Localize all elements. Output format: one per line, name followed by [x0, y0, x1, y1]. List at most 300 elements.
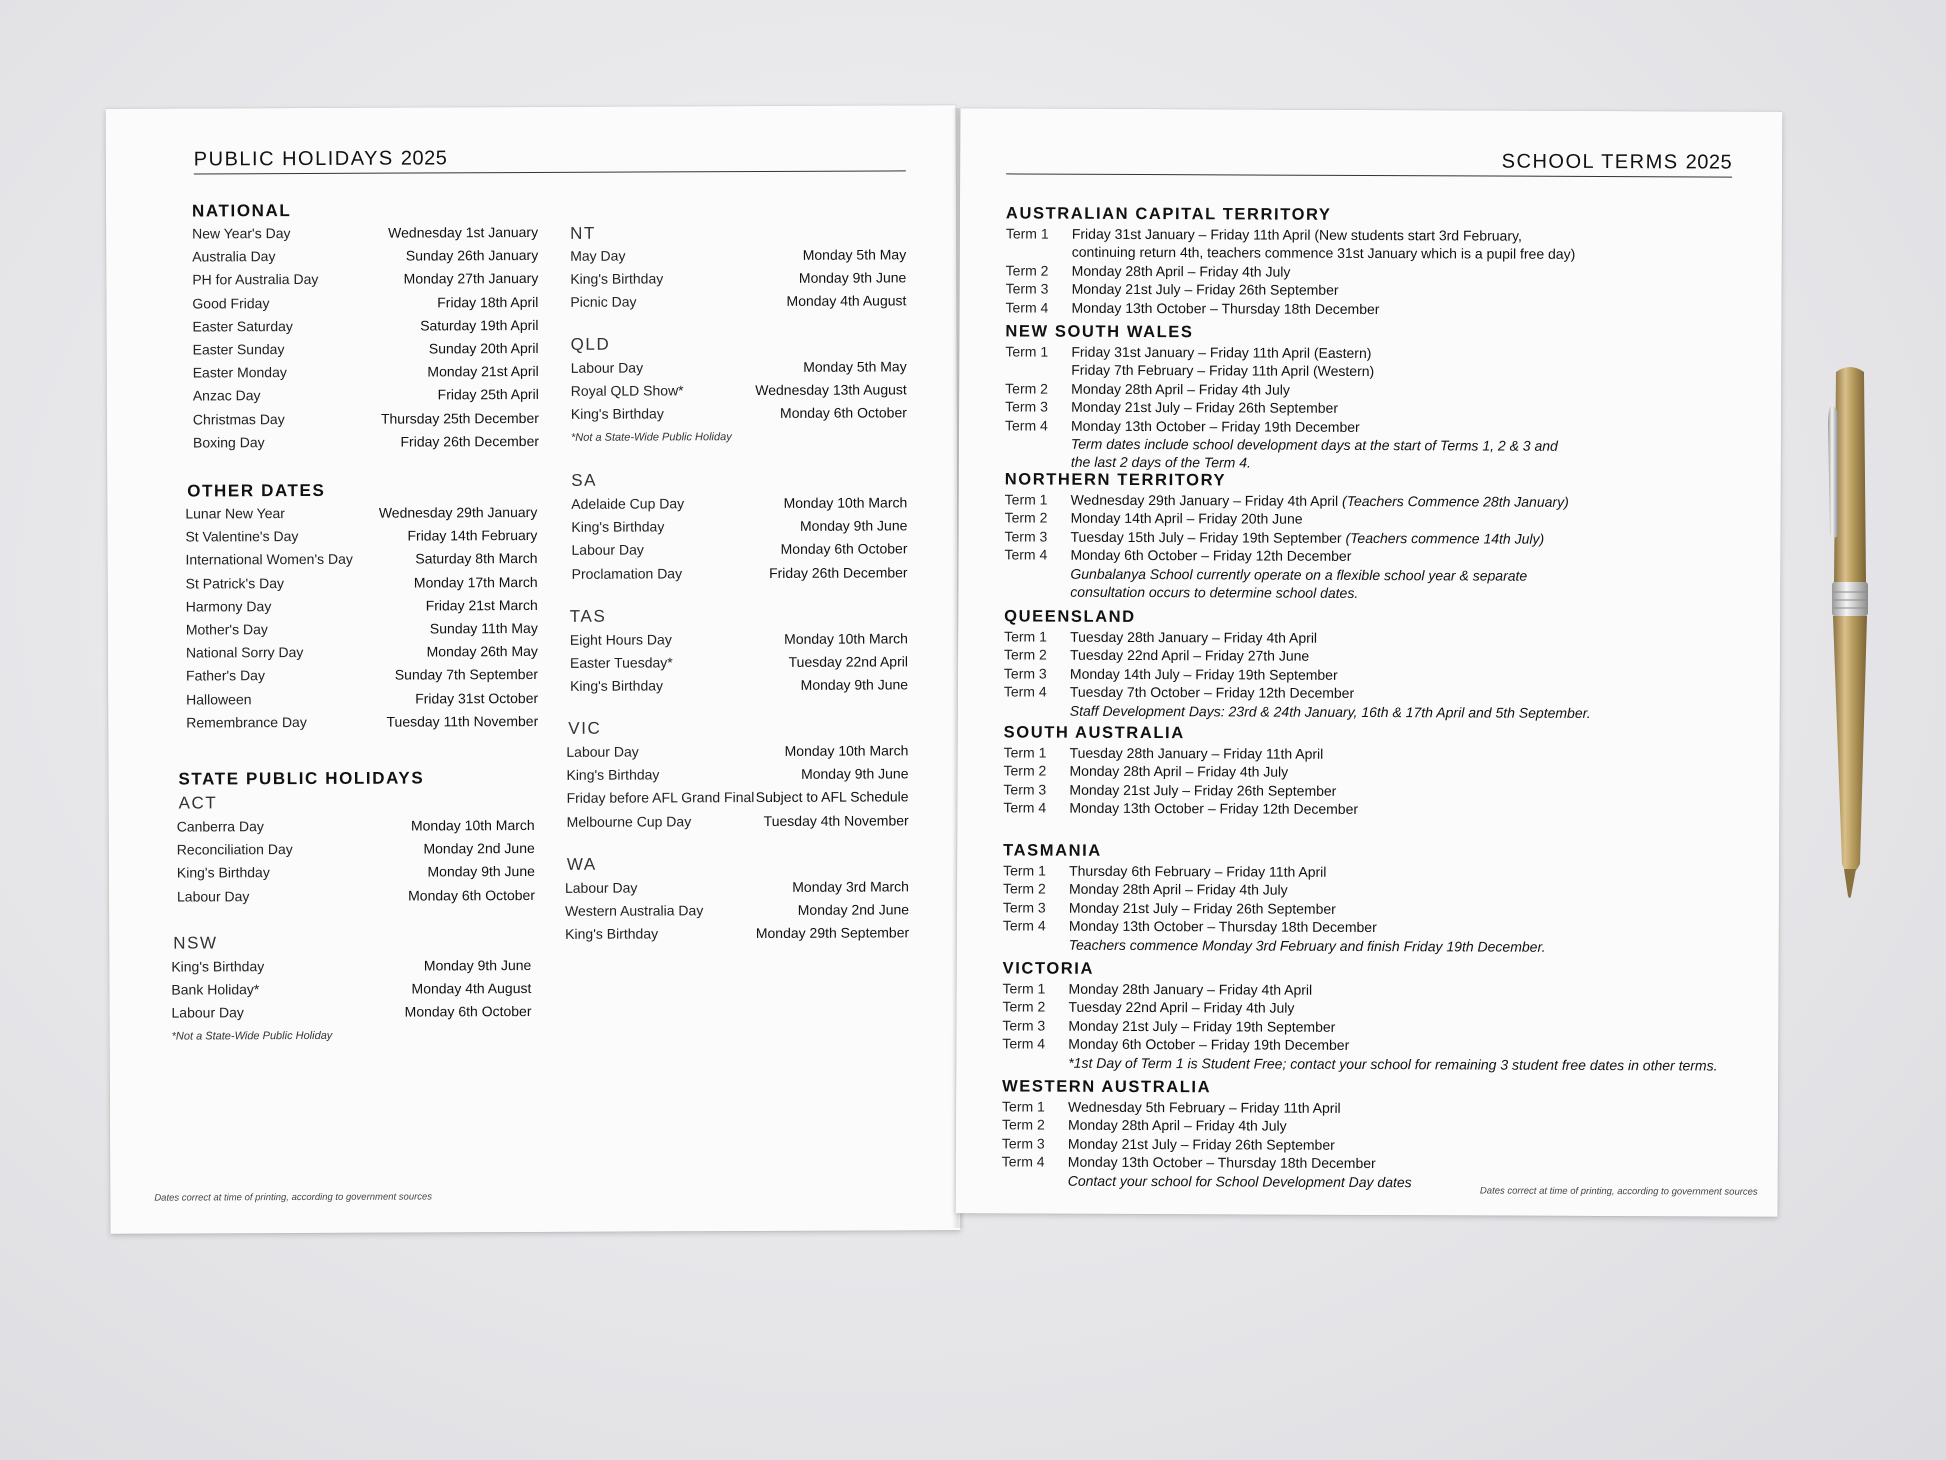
holiday-row	[186, 617, 538, 642]
page-title	[194, 147, 448, 171]
nsw-note: *Not a State-Wide Public Holiday	[171, 1029, 333, 1043]
term-dates	[1070, 664, 1338, 684]
holiday-row	[186, 640, 538, 665]
term-dates-text: Monday 21st July – Friday 26th September	[1069, 781, 1337, 799]
holiday-row	[185, 547, 537, 572]
holiday-row	[570, 627, 908, 652]
term-dates-text: Gunbalanya School currently operate on a flexible school year & separate	[1070, 565, 1528, 584]
holiday-name: Easter Saturday	[192, 317, 293, 335]
holiday-name: Lunar New Year	[185, 505, 285, 522]
term-label: Term 2	[1003, 646, 1047, 663]
vic-list	[566, 739, 908, 833]
term-dates-text: Monday 21st July – Friday 26th September	[1071, 398, 1339, 417]
term-label: Term 1	[1004, 491, 1048, 508]
holiday-name: May Day	[570, 247, 626, 264]
term-dates-text: continuing return 4th, teachers commence 31st January which is a pupil free day)	[1071, 244, 1576, 263]
term-label: Term 1	[1002, 1098, 1045, 1115]
term-dates	[1069, 799, 1358, 819]
term-dates-text: Monday 13th October – Thursday 18th December	[1067, 1153, 1376, 1172]
term-label: Term 2	[1004, 509, 1048, 526]
sa-heading: SA	[571, 470, 598, 490]
holiday-row	[571, 379, 907, 404]
state-name: WESTERN AUSTRALIA	[1002, 1077, 1212, 1097]
holiday-name: Labour Day	[176, 887, 250, 905]
term-dates-text: Friday 7th February – Friday 11th April (Western)	[1071, 362, 1375, 380]
term-dates-text: Monday 28th April – Friday 4th July	[1069, 763, 1289, 781]
holiday-date: Monday 26th May	[426, 643, 538, 660]
term-row	[1004, 701, 1744, 723]
holiday-date: Monday 4th August	[411, 980, 532, 997]
holiday-name: Mother's Day	[185, 621, 268, 638]
holiday-name: King's Birthday	[171, 958, 265, 975]
holiday-name: King's Birthday	[570, 405, 664, 423]
holiday-date: Monday 5th May	[803, 358, 907, 375]
term-dates	[1005, 434, 1558, 455]
holiday-row	[177, 860, 535, 885]
holiday-date: Sunday 20th April	[428, 339, 539, 357]
holiday-name: King's Birthday	[570, 270, 664, 288]
term-dates	[1005, 361, 1374, 381]
term-label: Term 4	[1005, 298, 1049, 316]
holiday-row	[177, 837, 535, 862]
holiday-date: Monday 21st April	[427, 363, 539, 380]
holiday-row	[571, 538, 907, 563]
holiday-row	[193, 430, 539, 455]
term-dates	[1068, 1098, 1341, 1118]
term-dates-text: the last 2 days of the Term 4.	[1070, 454, 1251, 471]
holiday-row	[171, 1000, 531, 1025]
term-dates-text: Monday 28th April – Friday 4th July	[1067, 1117, 1287, 1135]
holiday-date: Monday 29th September	[755, 924, 910, 942]
term-dates-text: Tuesday 28th January – Friday 4th April	[1070, 628, 1318, 646]
holiday-name: Picnic Day	[570, 293, 637, 311]
state-terms-block	[1002, 957, 1742, 1074]
holiday-date: Sunday 7th September	[394, 666, 539, 683]
holiday-name: Labour Day	[571, 541, 644, 559]
term-dates	[1069, 862, 1326, 882]
holiday-row	[192, 244, 538, 269]
term-dates	[1069, 917, 1377, 937]
state-terms-block	[1002, 1075, 1742, 1192]
term-dates	[1069, 780, 1336, 800]
holiday-name: Labour Day	[566, 743, 639, 760]
term-dates-text: Monday 6th October – Friday 19th December	[1068, 1035, 1350, 1054]
term-dates-text: Monday 21st July – Friday 26th September	[1067, 1135, 1335, 1153]
qld-heading: QLD	[570, 334, 611, 354]
holiday-name: Anzac Day	[192, 387, 261, 404]
right-page-school-terms	[956, 108, 1783, 1217]
holiday-row	[570, 290, 906, 315]
holiday-date: Monday 10th March	[784, 630, 908, 647]
nt-heading: NT	[570, 223, 597, 243]
holiday-name: New Year's Day	[192, 225, 291, 242]
term-dates	[1071, 343, 1371, 363]
term-label: Term 2	[1002, 998, 1046, 1015]
holiday-name: Canberra Day	[176, 818, 264, 835]
holiday-date: Monday 9th June	[427, 863, 535, 880]
holiday-name: King's Birthday	[566, 766, 660, 784]
holiday-name: Easter Monday	[192, 364, 287, 381]
vic-heading: VIC	[568, 718, 602, 738]
holiday-date: Saturday 8th March	[415, 550, 538, 567]
term-dates-text: *1st Day of Term 1 is Student Free; contact your school for remaining 3 student free dates in other terms.	[1068, 1054, 1718, 1074]
act-list	[177, 814, 535, 908]
holiday-name: Remembrance Day	[186, 713, 307, 731]
holiday-name: Australia Day	[192, 248, 276, 265]
term-dates-text: Monday 13th October – Friday 12th December	[1069, 799, 1359, 818]
holiday-name: Bank Holiday*	[171, 981, 260, 998]
term-label: Term 1	[1005, 343, 1049, 360]
term-label: Term 4	[1003, 683, 1047, 700]
holiday-date: Monday 5th May	[802, 246, 907, 263]
term-note-inline: (Teachers Commence 28th January)	[1342, 492, 1569, 510]
term-dates-text: Monday 21st July – Friday 26th September	[1068, 899, 1336, 917]
holiday-row	[565, 875, 909, 900]
national-heading: NATIONAL	[191, 201, 292, 221]
tas-heading: TAS	[569, 606, 607, 626]
title-year: 2025	[1685, 151, 1733, 174]
holiday-row	[186, 571, 538, 596]
holiday-row	[186, 594, 538, 619]
holiday-date: Monday 2nd June	[797, 901, 910, 919]
holiday-date: Monday 6th October	[780, 540, 908, 558]
holiday-name: Friday before AFL Grand Final	[566, 789, 755, 807]
holiday-name: Harmony Day	[185, 597, 272, 615]
holiday-name: Father's Day	[185, 667, 265, 684]
term-dates	[1072, 225, 1522, 245]
holiday-date: Friday 26th December	[400, 432, 540, 450]
holiday-row	[570, 243, 906, 268]
term-dates	[1070, 646, 1309, 665]
term-dates	[1072, 298, 1380, 318]
act-heading: ACT	[178, 793, 218, 813]
holiday-name: Labour Day	[564, 879, 638, 896]
holiday-row	[571, 515, 907, 540]
term-dates	[1070, 546, 1351, 566]
term-dates-text: Monday 21st July – Friday 26th September	[1071, 280, 1339, 299]
holiday-name: PH for Australia Day	[192, 271, 319, 288]
holiday-date: Wednesday 29th January	[378, 503, 538, 521]
qld-note: *Not a State-Wide Public Holiday	[570, 431, 732, 444]
term-label: Term 3	[1005, 280, 1049, 297]
title-text: SCHOOL TERMS	[1501, 150, 1679, 174]
term-row	[1002, 1053, 1742, 1075]
holiday-name: Adelaide Cup Day	[571, 495, 685, 512]
holiday-name: Labour Day	[570, 359, 644, 376]
term-dates	[1069, 980, 1313, 999]
term-dates-text: Monday 21st July – Friday 19th September	[1068, 1017, 1336, 1035]
wa-heading: WA	[566, 854, 597, 874]
term-dates	[1069, 762, 1288, 781]
holiday-row	[565, 922, 909, 947]
term-dates	[1070, 683, 1354, 703]
holiday-date: Friday 18th April	[437, 293, 539, 310]
holiday-name: Western Australia Day	[565, 902, 704, 920]
term-dates-text: Monday 28th April – Friday 4th July	[1071, 380, 1290, 398]
state-public-holidays-heading: STATE PUBLIC HOLIDAYS	[178, 768, 425, 789]
term-dates	[1069, 898, 1336, 918]
state-terms-block	[1004, 605, 1744, 722]
nsw-list	[171, 954, 531, 1025]
holiday-row	[193, 406, 539, 431]
holiday-date: Monday 17th March	[413, 573, 538, 591]
holiday-row	[572, 561, 908, 586]
term-label: Term 3	[1002, 899, 1046, 916]
holiday-date: Monday 3rd March	[792, 878, 909, 895]
holiday-row	[571, 355, 907, 380]
holiday-date: Monday 10th March	[784, 742, 909, 759]
state-terms-block	[1003, 721, 1743, 820]
holiday-date: Tuesday 11th November	[386, 712, 539, 730]
holiday-name: Reconciliation Day	[176, 841, 293, 858]
term-label: Term 2	[1005, 262, 1049, 279]
title-year: 2025	[400, 147, 448, 170]
holiday-row	[567, 809, 909, 834]
term-dates	[1069, 880, 1288, 899]
term-label: Term 1	[1003, 744, 1047, 761]
holiday-row	[171, 977, 531, 1002]
term-dates-text: Friday 31st January – Friday 11th April (Eastern)	[1071, 343, 1372, 362]
wa-list	[565, 875, 909, 946]
holiday-name: St Patrick's Day	[185, 574, 285, 592]
holiday-name: Halloween	[186, 690, 252, 708]
other-dates-list	[185, 501, 538, 734]
term-dates-text: Staff Development Days: 23rd & 24th January, 16th & 17th April and 5th September.	[1069, 702, 1591, 721]
state-terms-block	[1003, 839, 1743, 956]
holiday-name: Easter Tuesday*	[569, 654, 673, 672]
title-text: PUBLIC HOLIDAYS	[193, 147, 394, 171]
holiday-date: Friday 26th December	[769, 563, 908, 581]
term-dates-text: Tuesday 22nd April – Friday 27th June	[1069, 647, 1310, 665]
holiday-date: Monday 6th October	[408, 886, 536, 904]
holiday-date: Monday 9th June	[423, 957, 532, 974]
holiday-name: Melbourne Cup Day	[566, 812, 692, 830]
holiday-row	[566, 739, 908, 764]
state-terms-block	[1005, 320, 1746, 474]
holiday-row	[570, 651, 908, 676]
left-footer: Dates correct at time of printing, according to government sources	[154, 1191, 433, 1204]
term-label: Term 1	[1002, 980, 1046, 997]
term-label: Term 1	[1004, 628, 1047, 645]
term-label: Term 4	[1002, 1035, 1046, 1052]
term-dates-text: Monday 28th January – Friday 4th April	[1068, 980, 1313, 998]
term-dates-text: Wednesday 29th January – Friday 4th April	[1070, 491, 1339, 509]
term-dates-text: Tuesday 7th October – Friday 12th December	[1069, 683, 1355, 702]
term-dates	[1070, 744, 1324, 763]
other-dates-heading: OTHER DATES	[187, 480, 326, 501]
holiday-name: Royal QLD Show*	[570, 382, 684, 400]
holiday-name: King's Birthday	[570, 677, 664, 695]
holiday-date: Monday 6th October	[779, 404, 907, 422]
holiday-date: Monday 6th October	[404, 1003, 532, 1020]
term-label: Term 4	[1001, 1153, 1045, 1170]
left-page-public-holidays	[106, 105, 961, 1234]
state-name: VICTORIA	[1002, 959, 1095, 978]
holiday-date: Monday 4th August	[786, 292, 907, 310]
holiday-name: Christmas Day	[192, 410, 285, 427]
holiday-date: Monday 10th March	[410, 816, 535, 834]
term-dates	[1006, 243, 1576, 264]
term-dates-text: Tuesday 15th July – Friday 19th September	[1070, 528, 1342, 546]
holiday-row	[186, 686, 538, 711]
term-dates-text: Tuesday 28th January – Friday 11th April	[1069, 744, 1324, 762]
qld-list	[571, 355, 907, 426]
term-label: Term 3	[1003, 781, 1047, 798]
term-dates	[1071, 509, 1303, 528]
term-dates-text: Monday 13th October – Friday 19th December	[1070, 417, 1360, 435]
term-dates-text: Friday 31st January – Friday 11th April (New students start 3rd February,	[1071, 225, 1522, 244]
holiday-row	[192, 267, 538, 292]
sa-list	[571, 491, 907, 585]
holiday-date: Tuesday 22nd April	[788, 653, 909, 671]
term-label: Term 2	[1003, 762, 1047, 779]
term-dates-text: Monday 6th October – Friday 12th December	[1070, 546, 1352, 565]
term-label: Term 4	[1004, 546, 1048, 563]
national-list	[192, 221, 539, 454]
holiday-row	[571, 402, 907, 427]
holiday-row	[566, 763, 908, 788]
term-dates-text: Term dates include school development days at the start of Terms 1, 2 & 3 and	[1070, 435, 1558, 454]
term-dates	[1068, 1153, 1376, 1173]
holiday-date: Friday 21st March	[425, 596, 538, 614]
holiday-row	[193, 360, 539, 385]
term-dates-text: Tuesday 22nd April – Friday 4th July	[1068, 999, 1295, 1017]
term-dates	[1071, 527, 1545, 547]
term-dates	[1068, 1116, 1287, 1135]
term-dates	[1072, 261, 1291, 280]
term-dates-text: Monday 13th October – Thursday 18th December	[1071, 299, 1380, 317]
term-dates	[1072, 280, 1339, 300]
holiday-row	[192, 221, 538, 246]
holiday-row	[177, 884, 535, 909]
holiday-date: Tuesday 4th November	[763, 811, 909, 829]
holiday-row	[192, 291, 538, 316]
holiday-date: Friday 25th April	[437, 386, 539, 403]
holiday-name: King's Birthday	[565, 925, 659, 943]
term-dates	[1068, 998, 1294, 1017]
page-title	[1502, 151, 1733, 175]
state-name: NORTHERN TERRITORY	[1004, 470, 1227, 490]
holiday-name: King's Birthday	[176, 864, 270, 881]
term-dates-text: Thursday 6th February – Friday 11th April	[1069, 862, 1327, 880]
holiday-row	[185, 524, 537, 549]
holiday-name: Boxing Day	[192, 433, 265, 451]
holiday-name: Proclamation Day	[571, 564, 683, 582]
holiday-date: Monday 9th June	[800, 676, 909, 694]
term-label: Term 4	[1002, 917, 1046, 934]
holiday-row	[192, 314, 538, 339]
term-row	[1006, 298, 1746, 320]
holiday-date: Monday 2nd June	[423, 840, 535, 857]
holiday-name: King's Birthday	[571, 518, 665, 536]
term-dates-text: Monday 14th July – Friday 19th September	[1069, 665, 1338, 683]
state-terms-block	[1006, 202, 1746, 319]
holiday-name: Labour Day	[171, 1004, 244, 1021]
holiday-name: International Women's Day	[185, 551, 353, 568]
term-dates	[1071, 379, 1290, 398]
term-label: Term 1	[1005, 225, 1049, 242]
term-dates-text: Monday 28th April – Friday 4th July	[1071, 262, 1291, 280]
holiday-name: Good Friday	[192, 294, 270, 312]
state-terms-block	[1004, 468, 1745, 604]
holiday-date: Monday 9th June	[799, 517, 908, 535]
term-label: Term 2	[1005, 380, 1049, 397]
holiday-name: National Sorry Day	[185, 644, 304, 661]
holiday-row	[567, 786, 909, 811]
term-label: Term 3	[1005, 398, 1048, 415]
term-dates	[1002, 1171, 1412, 1191]
state-name: NEW SOUTH WALES	[1005, 322, 1194, 342]
term-dates	[1071, 491, 1569, 512]
term-dates-text: Monday 13th October – Thursday 18th December	[1068, 917, 1377, 936]
holiday-row	[171, 954, 531, 979]
term-dates	[1004, 582, 1358, 602]
term-dates-text: Contact your school for School Development Day dates	[1067, 1172, 1412, 1190]
term-dates	[1068, 1035, 1349, 1055]
term-label: Term 4	[1004, 416, 1048, 434]
holiday-date: Monday 9th June	[798, 269, 907, 287]
holiday-date: Wednesday 1st January	[388, 223, 539, 241]
holiday-row	[570, 267, 906, 292]
term-label: Term 4	[1003, 799, 1047, 816]
term-dates	[1071, 416, 1360, 436]
term-label: Term 3	[1004, 528, 1048, 545]
holiday-date: Monday 27th January	[403, 270, 539, 287]
holiday-date: Thursday 25th December	[380, 409, 539, 427]
term-dates	[1068, 1016, 1335, 1036]
tas-list	[570, 627, 908, 698]
holiday-date: Saturday 19th April	[420, 316, 539, 334]
holiday-row	[186, 710, 538, 735]
term-dates	[1068, 1134, 1335, 1154]
holiday-row	[186, 663, 538, 688]
holiday-date: Friday 31st October	[415, 689, 539, 707]
holiday-row	[570, 674, 908, 699]
holiday-date: Monday 9th June	[801, 765, 909, 783]
holiday-row	[565, 899, 909, 924]
term-label: Term 2	[1001, 1116, 1045, 1133]
nt-list	[570, 243, 906, 314]
term-dates	[1003, 935, 1546, 956]
term-row	[1004, 582, 1744, 604]
term-dates	[1071, 398, 1338, 418]
holiday-date: Subject to AFL Schedule	[755, 788, 909, 806]
holiday-row	[193, 383, 539, 408]
term-row	[1003, 935, 1743, 957]
state-name: TASMANIA	[1003, 841, 1102, 860]
holiday-date: Monday 10th March	[783, 494, 908, 511]
term-dates-text: consultation occurs to determine school dates.	[1070, 583, 1359, 601]
gold-pen	[1818, 364, 1880, 904]
term-note-inline: (Teachers commence 14th July)	[1345, 529, 1545, 547]
term-dates	[1070, 628, 1317, 647]
term-label: Term 3	[1003, 665, 1047, 682]
term-label: Term 3	[1002, 1017, 1046, 1034]
holiday-row	[193, 337, 539, 362]
state-name: SOUTH AUSTRALIA	[1003, 723, 1185, 743]
holiday-name: Easter Sunday	[192, 341, 285, 358]
holiday-date: Wednesday 13th August	[755, 381, 907, 399]
term-label: Term 3	[1001, 1135, 1045, 1152]
holiday-date: Sunday 11th May	[429, 619, 538, 637]
state-name: QUEENSLAND	[1004, 607, 1136, 626]
term-dates	[1002, 1053, 1717, 1075]
term-dates-text: Monday 28th April – Friday 4th July	[1068, 881, 1288, 899]
term-dates-text: Teachers commence Monday 3rd February and finish Friday 19th December.	[1068, 936, 1546, 955]
holiday-name: Eight Hours Day	[569, 631, 672, 648]
term-label: Term 2	[1002, 880, 1046, 897]
right-footer: Dates correct at time of printing, according to government sources	[1479, 1185, 1758, 1198]
